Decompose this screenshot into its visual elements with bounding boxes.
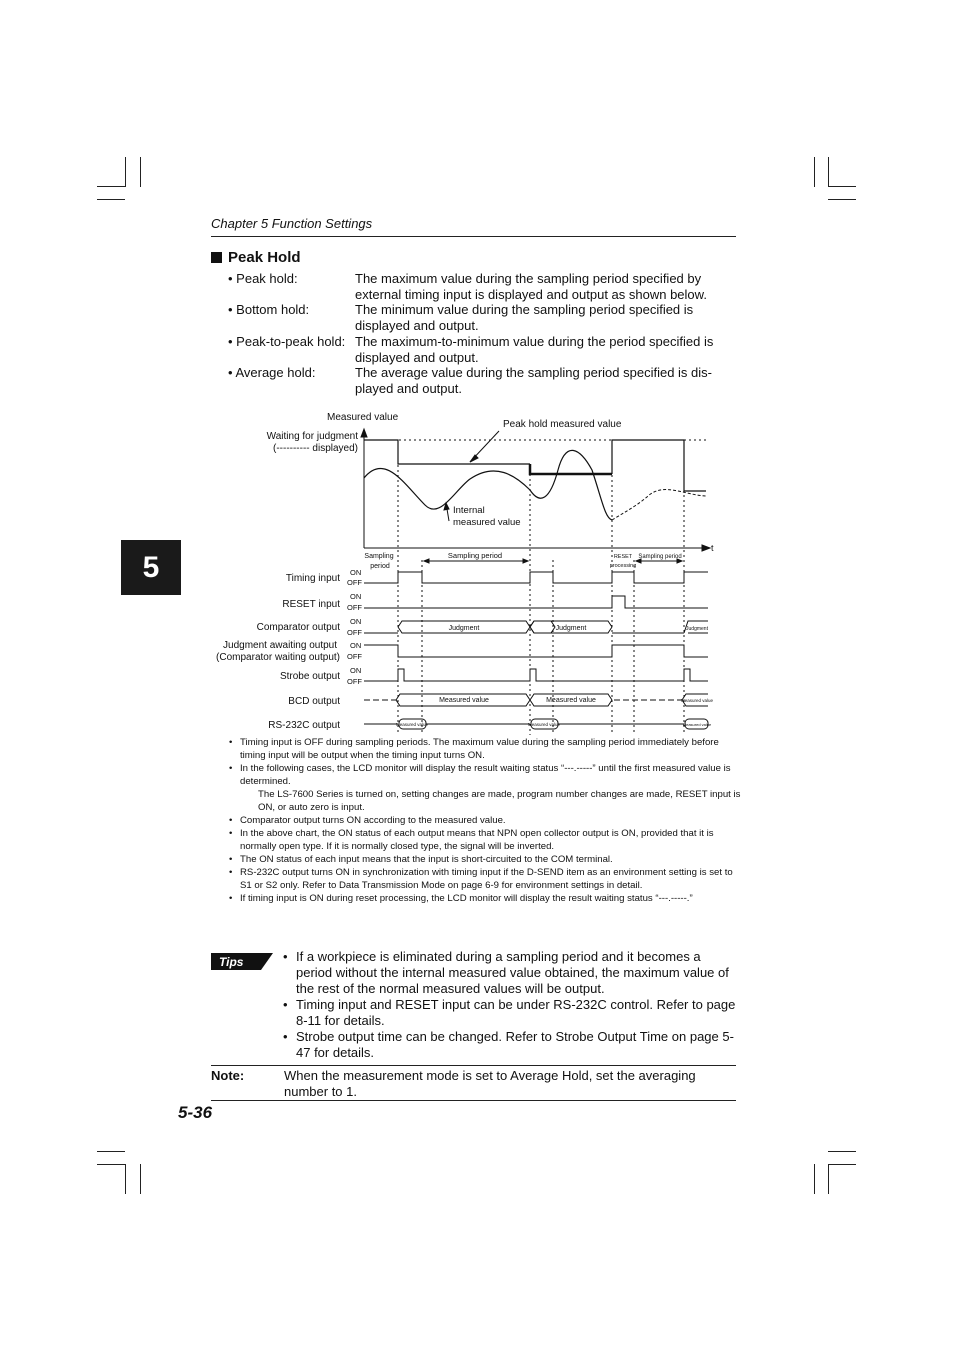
hold-desc: The minimum value during the sampling period specified is displayed and output. — [355, 302, 694, 333]
bcd-value-label: Measured value — [546, 697, 596, 704]
on-label: ON — [350, 666, 362, 675]
note-text: In the above chart, the ON status of each output means that NPN open collector output is ON, provided that it is normally open type. If it is normally closed type, the signal will be inverted. — [240, 828, 714, 852]
off-label: OFF — [347, 652, 362, 661]
waiting-label: Waiting for judgment — [266, 431, 358, 442]
note-item — [229, 853, 741, 866]
judgment-label: Judgment — [448, 625, 480, 632]
hold-term: • Peak-to-peak hold: — [228, 334, 346, 349]
note-top-rule — [211, 1065, 736, 1066]
hold-desc: The maximum value during the sampling period specified by external timing input is displayed and output as shown below. — [355, 271, 707, 302]
tips-label: Tips — [219, 955, 244, 969]
on-label: ON — [350, 592, 362, 601]
hold-desc: The maximum-to-minimum value during the period specified is displayed and output. — [355, 334, 714, 365]
off-label: OFF — [347, 603, 362, 612]
running-head: Chapter 5 Function Settings — [211, 216, 373, 231]
note-text: In the following cases, the LCD monitor will display the result waiting status “---.-----” until the first measured value is determined. — [240, 763, 731, 787]
internal-label-2: measured value — [453, 517, 521, 528]
judgment-label: Judgment — [555, 625, 587, 632]
y-axis-label: Measured value — [327, 412, 399, 423]
tip-item: • Timing input and RESET input can be under RS-232C control. Refer to page 8-11 for details. — [283, 997, 738, 1029]
note-label: Note: — [211, 1068, 245, 1083]
notes-list — [229, 736, 741, 905]
rs232c-value-label: Measured value — [682, 722, 712, 727]
note-item — [229, 866, 741, 892]
judgment-label: Judgment — [686, 626, 708, 632]
chapter-tab: 5 — [121, 540, 181, 595]
peak-hold-label: Peak hold measured value — [503, 419, 622, 430]
bcd-value-label: Measured value — [680, 698, 714, 703]
signal-label-rs232c-output: RS-232C output — [268, 720, 340, 731]
t-axis-label: t — [711, 543, 714, 553]
sampling-period-label: period — [370, 563, 390, 570]
sampling-period-label: Sampling period — [447, 551, 503, 560]
waiting-label-2: (---------- displayed) — [273, 443, 358, 454]
signal-label-strobe-output: Strobe output — [279, 671, 340, 682]
bcd-value-label: Measured value — [439, 697, 489, 704]
note-item — [229, 736, 741, 762]
rs232c-value-label: Measured value — [395, 722, 429, 727]
hold-term: • Peak hold: — [228, 271, 298, 286]
off-label: OFF — [347, 578, 362, 587]
note-subtext: The LS-7600 Series is turned on, setting changes are made, program number changes are made, RESET input is ON, or auto zero is input. — [258, 789, 741, 813]
note-text: RS-232C output turns ON in synchronization with timing input if the D-SEND item as an environment setting is set to S1 or S2 only. Refer to Data Transmission Mode on page 6-9 for environment settings in detail. — [240, 867, 733, 891]
signal-label-reset-input: RESET input — [282, 599, 340, 610]
signal-label-judgment-awaiting: Judgment awaiting output — [223, 640, 337, 651]
reset-processing-label: RESET — [613, 554, 633, 560]
on-label: ON — [350, 617, 362, 626]
tips-badge — [211, 953, 273, 970]
note-item — [229, 762, 741, 814]
hold-term: • Bottom hold: — [228, 302, 310, 317]
page-number: 5-36 — [178, 1103, 213, 1122]
note-item — [229, 814, 741, 827]
tip-item: • If a workpiece is eliminated during a sampling period and it becomes a period without the internal measured value obtained, the maximum value of the rest of the normal measured values will be output. — [283, 949, 738, 997]
rs232c-value-label: Measured value — [527, 722, 561, 727]
note-item — [229, 892, 741, 905]
sampling-period-label: Sampling — [364, 553, 394, 560]
off-label: OFF — [347, 677, 362, 686]
off-label: OFF — [347, 628, 362, 637]
hold-desc: The average value during the sampling period specified is dis-played and output. — [355, 365, 712, 396]
signal-label-comparator-output: Comparator output — [256, 622, 340, 633]
on-label: ON — [350, 568, 362, 577]
note-text: Comparator output turns ON according to the measured value. — [240, 815, 506, 826]
signal-label-bcd-output: BCD output — [288, 696, 340, 707]
signal-label-timing-input: Timing input — [285, 573, 340, 584]
signal-label-judgment-awaiting-2: (Comparator waiting output) — [216, 652, 340, 663]
internal-label: Internal — [453, 505, 485, 516]
note-bottom-rule — [211, 1100, 736, 1101]
hold-term: • Average hold: — [228, 365, 316, 380]
note-text: The ON status of each input means that the input is short-circuited to the COM terminal. — [240, 854, 613, 865]
note-text: When the measurement mode is set to Average Hold, set the averaging number to 1. — [284, 1068, 696, 1099]
on-label: ON — [350, 641, 362, 650]
sampling-period-label: Sampling period — [638, 554, 682, 560]
tip-item: • Strobe output time can be changed. Refer to Strobe Output Time on page 5-47 for details. — [283, 1029, 738, 1061]
note-text: Timing input is OFF during sampling periods. The maximum value during the sampling period immediately before timing input will be output when the timing input turns ON. — [240, 737, 719, 761]
tips-list — [283, 949, 738, 1061]
note-item — [229, 827, 741, 853]
note-text: If timing input is ON during reset processing, the LCD monitor will display the result waiting status “---.-----.” — [240, 893, 693, 904]
reset-processing-label: processing — [609, 563, 637, 569]
section-title-text: Peak Hold — [228, 249, 301, 266]
